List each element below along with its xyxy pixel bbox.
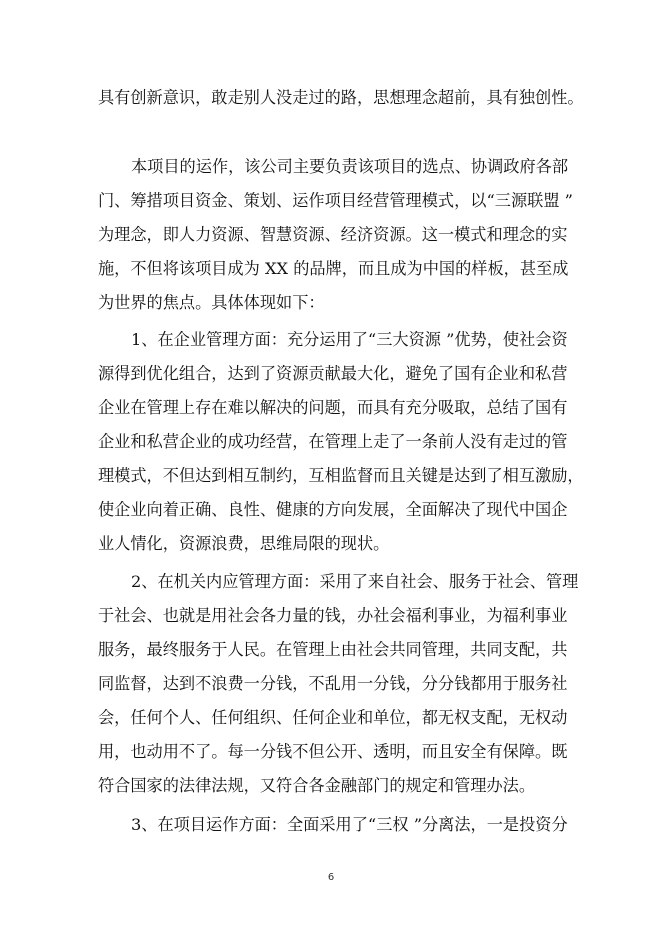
- page-number: 6: [327, 872, 335, 883]
- text-line: 使企业向着正确、良性、健康的方向发展，全面解决了现代中国企: [98, 500, 568, 519]
- text-line: 符合国家的法律法规，又符合各金融部门的规定和管理办法。: [98, 776, 536, 795]
- text-line: 为理念，即人力资源、智慧资源、经济资源。这一模式和理念的实: [98, 225, 568, 244]
- text-line: 理模式，不但达到相互制约，互相监督而且关键是达到了相互激励，: [98, 466, 584, 485]
- text-line: 具有创新意识，敢走别人没走过的路，思想理念超前，具有独创性。: [98, 88, 584, 107]
- text-line: 服务，最终服务于人民。在管理上由社会共同管理，共同支配，共: [98, 640, 568, 659]
- text-line: 2、在机关内应管理方面：采用了来自社会、服务于社会、管理: [131, 572, 579, 591]
- text-line: 业人情化，资源浪费，思维局限的现状。: [98, 534, 390, 553]
- text-line: 1、在企业管理方面：充分运用了“三大资源 ”优势，使社会资: [131, 330, 568, 349]
- text-line: 源得到优化组合，达到了资源贡献最大化，避免了国有企业和私营: [98, 364, 568, 383]
- text-line: 为世界的焦点。具体体现如下：: [98, 293, 325, 312]
- text-line: 同监督，达到不浪费一分钱，不乱用一分钱，分分钱都用于服务社: [98, 674, 568, 693]
- text-line: 企业在管理上存在难以解决的问题，而具有充分吸取，总结了国有: [98, 398, 568, 417]
- text-line: 用，也动用不了。每一分钱不但公开、透明，而且安全有保障。既: [98, 742, 568, 761]
- text-line: 本项目的运作，该公司主要负责该项目的选点、协调政府各部: [131, 157, 569, 176]
- text-line: 门、筹措项目资金、策划、运作项目经营管理模式，以“三源联盟 ”: [98, 191, 573, 210]
- text-line: 施，不但将该项目成为 XX 的品牌，而且成为中国的样板，甚至成: [98, 259, 569, 278]
- text-line: 会，任何个人、任何组织、任何企业和单位，都无权支配，无权动: [98, 708, 568, 727]
- text-line: 企业和私营企业的成功经营，在管理上走了一条前人没有走过的管: [98, 432, 568, 451]
- text-line: 3、在项目运作方面：全面采用了“三权 ”分离法，一是投资分: [131, 815, 568, 834]
- text-line: 于社会、也就是用社会各力量的钱，办社会福利事业，为福利事业: [98, 606, 568, 625]
